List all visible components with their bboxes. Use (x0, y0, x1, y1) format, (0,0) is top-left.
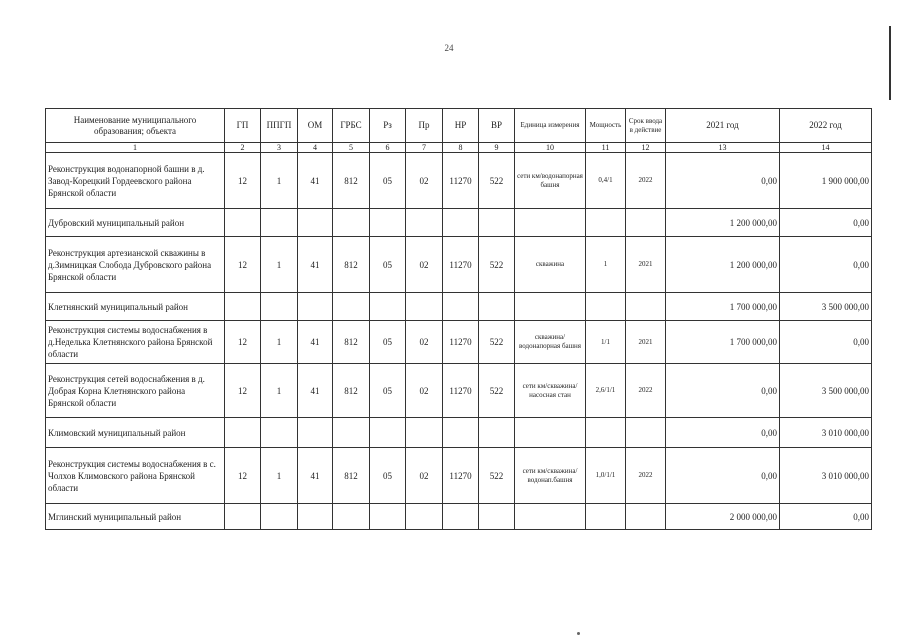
cell-gp (225, 504, 261, 530)
cell-2021: 0,00 (666, 418, 780, 448)
header-name: Наименование муниципального образования; объекта (46, 109, 225, 143)
table-row (46, 418, 872, 448)
column-number: 11 (586, 143, 626, 153)
cell-pr (406, 293, 443, 321)
header-pr: Пр (406, 109, 443, 143)
header-gp: ГП (225, 109, 261, 143)
header-2022: 2022 год (780, 109, 872, 143)
cell-nr: 11270 (443, 237, 479, 293)
cell-gp: 12 (225, 237, 261, 293)
cell-vr: 522 (479, 153, 515, 209)
column-number: 14 (780, 143, 872, 153)
cell-power: 0,4/1 (586, 153, 626, 209)
cell-pr (406, 418, 443, 448)
cell-term (626, 209, 666, 237)
cell-power (586, 504, 626, 530)
cell-vr (479, 504, 515, 530)
cell-unit: сети км/скважина/водонап.башня (515, 448, 586, 504)
table-row (46, 209, 872, 237)
cell-vr: 522 (479, 448, 515, 504)
cell-ppgp: 1 (261, 237, 298, 293)
district-name: Клетнянский муниципальный район (46, 293, 225, 321)
table-row (46, 504, 872, 530)
cell-pr: 02 (406, 237, 443, 293)
cell-ppgp (261, 209, 298, 237)
cell-pr: 02 (406, 448, 443, 504)
cell-om: 41 (298, 448, 333, 504)
cell-om (298, 504, 333, 530)
cell-2021: 1 700 000,00 (666, 293, 780, 321)
cell-2021: 1 200 000,00 (666, 237, 780, 293)
table-header-row (46, 109, 872, 143)
cell-grbs: 812 (333, 237, 370, 293)
cell-power: 1/1 (586, 321, 626, 364)
cell-unit (515, 209, 586, 237)
cell-vr: 522 (479, 237, 515, 293)
cell-gp: 12 (225, 448, 261, 504)
cell-nr: 11270 (443, 448, 479, 504)
cell-2022: 0,00 (780, 321, 872, 364)
cell-2022: 3 500 000,00 (780, 293, 872, 321)
cell-2021: 1 200 000,00 (666, 209, 780, 237)
cell-gp (225, 209, 261, 237)
header-power: Мощность (586, 109, 626, 143)
cell-pr: 02 (406, 321, 443, 364)
budget-table (45, 108, 872, 530)
object-name: Реконструкция системы водоснабжения в с. Чолхов Климовского района Брянской области (46, 448, 225, 504)
cell-nr (443, 418, 479, 448)
page-number: 24 (444, 43, 454, 53)
cell-nr (443, 293, 479, 321)
cell-term (626, 418, 666, 448)
column-number: 13 (666, 143, 780, 153)
column-number: 10 (515, 143, 586, 153)
cell-ppgp (261, 418, 298, 448)
cell-power: 2,6/1/1 (586, 364, 626, 418)
cell-power (586, 293, 626, 321)
cell-vr (479, 209, 515, 237)
cell-unit (515, 293, 586, 321)
cell-gp: 12 (225, 321, 261, 364)
column-number: 2 (225, 143, 261, 153)
table-row (46, 293, 872, 321)
table-row (46, 237, 872, 293)
cell-2022: 1 900 000,00 (780, 153, 872, 209)
cell-rz: 05 (370, 364, 406, 418)
cell-nr: 11270 (443, 321, 479, 364)
district-name: Климовский муниципальный район (46, 418, 225, 448)
cell-grbs: 812 (333, 448, 370, 504)
object-name: Реконструкция артезианской скважины в д.Зимницкая Слобода Дубровского района Брянской области (46, 237, 225, 293)
cell-nr (443, 209, 479, 237)
cell-pr: 02 (406, 153, 443, 209)
cell-grbs: 812 (333, 153, 370, 209)
cell-unit: скважина/водонапорная башня (515, 321, 586, 364)
cell-rz: 05 (370, 448, 406, 504)
cell-nr: 11270 (443, 364, 479, 418)
cell-om (298, 293, 333, 321)
cell-gp (225, 293, 261, 321)
cell-vr (479, 293, 515, 321)
cell-rz (370, 293, 406, 321)
cell-om: 41 (298, 237, 333, 293)
cell-2021: 0,00 (666, 364, 780, 418)
cell-power: 1 (586, 237, 626, 293)
cell-ppgp: 1 (261, 153, 298, 209)
column-number: 12 (626, 143, 666, 153)
cell-term (626, 293, 666, 321)
column-number: 5 (333, 143, 370, 153)
cell-gp (225, 418, 261, 448)
cell-grbs (333, 418, 370, 448)
cell-gp: 12 (225, 153, 261, 209)
cell-rz (370, 418, 406, 448)
column-number: 7 (406, 143, 443, 153)
cell-om: 41 (298, 364, 333, 418)
cell-ppgp (261, 504, 298, 530)
cell-pr (406, 504, 443, 530)
cell-2021: 2 000 000,00 (666, 504, 780, 530)
cell-2022: 0,00 (780, 504, 872, 530)
cell-2022: 0,00 (780, 237, 872, 293)
cell-ppgp: 1 (261, 448, 298, 504)
cell-rz: 05 (370, 321, 406, 364)
cell-grbs (333, 209, 370, 237)
column-number-row (46, 143, 872, 153)
header-unit: Единица измерения (515, 109, 586, 143)
cell-rz (370, 209, 406, 237)
cell-2021: 0,00 (666, 153, 780, 209)
cell-term (626, 504, 666, 530)
cell-2021: 1 700 000,00 (666, 321, 780, 364)
scan-speck (577, 632, 580, 635)
cell-grbs (333, 504, 370, 530)
cell-unit (515, 504, 586, 530)
cell-rz: 05 (370, 153, 406, 209)
cell-2022: 3 500 000,00 (780, 364, 872, 418)
header-2021: 2021 год (666, 109, 780, 143)
cell-power: 1,0/1/1 (586, 448, 626, 504)
cell-ppgp: 1 (261, 321, 298, 364)
cell-term: 2022 (626, 153, 666, 209)
cell-vr: 522 (479, 364, 515, 418)
cell-grbs: 812 (333, 364, 370, 418)
header-grbs: ГРБС (333, 109, 370, 143)
cell-rz: 05 (370, 237, 406, 293)
header-nr: НР (443, 109, 479, 143)
cell-om: 41 (298, 321, 333, 364)
column-number: 4 (298, 143, 333, 153)
table-row (46, 364, 872, 418)
cell-nr (443, 504, 479, 530)
header-vr: ВР (479, 109, 515, 143)
cell-term: 2022 (626, 448, 666, 504)
column-number: 1 (46, 143, 225, 153)
cell-om (298, 418, 333, 448)
cell-2022: 3 010 000,00 (780, 448, 872, 504)
cell-2021: 0,00 (666, 448, 780, 504)
cell-pr: 02 (406, 364, 443, 418)
header-om: ОМ (298, 109, 333, 143)
cell-unit: сети км/водонапорная башня (515, 153, 586, 209)
district-name: Дубровский муниципальный район (46, 209, 225, 237)
cell-vr (479, 418, 515, 448)
header-term: Срок ввода в действие (626, 109, 666, 143)
cell-power (586, 209, 626, 237)
cell-power (586, 418, 626, 448)
column-number: 3 (261, 143, 298, 153)
cell-ppgp: 1 (261, 364, 298, 418)
column-number: 9 (479, 143, 515, 153)
column-number: 8 (443, 143, 479, 153)
table-row (46, 321, 872, 364)
cell-rz (370, 504, 406, 530)
cell-vr: 522 (479, 321, 515, 364)
cell-gp: 12 (225, 364, 261, 418)
cell-unit: скважина (515, 237, 586, 293)
header-rz: Рз (370, 109, 406, 143)
cell-term: 2022 (626, 364, 666, 418)
cell-term: 2021 (626, 237, 666, 293)
cell-2022: 3 010 000,00 (780, 418, 872, 448)
cell-unit (515, 418, 586, 448)
cell-ppgp (261, 293, 298, 321)
cell-pr (406, 209, 443, 237)
district-name: Мглинский муниципальный район (46, 504, 225, 530)
table-row (46, 448, 872, 504)
scan-edge-line (889, 26, 891, 100)
object-name: Реконструкция системы водоснабжения в д.Неделька Клетнянского района Брянской области (46, 321, 225, 364)
cell-term: 2021 (626, 321, 666, 364)
cell-unit: сети км/скважина/насосная стан (515, 364, 586, 418)
header-ppgp: ППГП (261, 109, 298, 143)
cell-2022: 0,00 (780, 209, 872, 237)
object-name: Реконструкция водонапорной башни в д. Завод-Корецкий Гордеевского района Брянской области (46, 153, 225, 209)
object-name: Реконструкция сетей водоснабжения в д. Добрая Корна Клетнянского района Брянской области (46, 364, 225, 418)
cell-grbs: 812 (333, 321, 370, 364)
cell-om (298, 209, 333, 237)
cell-om: 41 (298, 153, 333, 209)
table-row (46, 153, 872, 209)
column-number: 6 (370, 143, 406, 153)
cell-grbs (333, 293, 370, 321)
cell-nr: 11270 (443, 153, 479, 209)
